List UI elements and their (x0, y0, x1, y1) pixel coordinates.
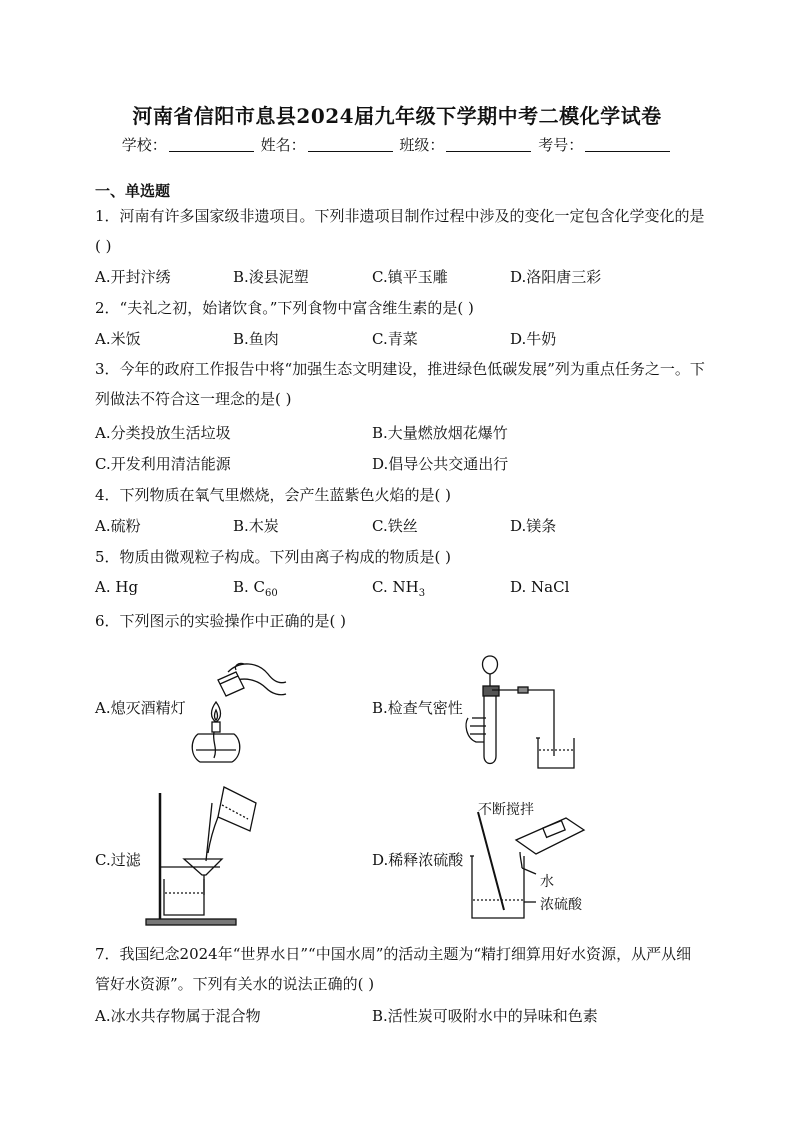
q5-option-b-text: B. C (233, 578, 266, 596)
fig-d-label-acid: 浓硫酸 (540, 897, 582, 913)
q6-option-d[interactable]: D.稀释浓硫酸 (372, 851, 464, 869)
q4-option-b[interactable]: B.木炭 (233, 517, 279, 535)
class-blank[interactable] (446, 137, 531, 152)
q1-option-b[interactable]: B.浚县泥塑 (233, 268, 309, 286)
name-blank[interactable] (308, 137, 393, 152)
q2-option-c[interactable]: C.青菜 (372, 330, 418, 348)
question-3-options-row2 (95, 453, 705, 475)
q3-option-c[interactable]: C.开发利用清洁能源 (95, 455, 231, 473)
question-4-stem: 4．下列物质在氧气里燃烧，会产生蓝紫色火焰的是( ) (95, 486, 452, 504)
q2-option-d[interactable]: D.牛奶 (510, 330, 557, 348)
class-label: 班级： (399, 136, 445, 154)
q4-option-a[interactable]: A.硫粉 (95, 517, 141, 535)
q4-option-c[interactable]: C.铁丝 (372, 517, 418, 535)
question-2-stem: 2．“夫礼之初，始诸饮食。”下列食物中富含维生素的是( ) (95, 299, 474, 317)
fig-d-label-stir: 不断搅拌 (478, 802, 534, 818)
q6-option-c[interactable]: C.过滤 (95, 851, 141, 869)
q5-option-b-subscript: 60 (265, 588, 278, 599)
question-3-stem: 3．今年的政府工作报告中将“加强生态文明建设，推进绿色低碳发展”列为重点任务之一。下列做法不符合这一理念的是( ) (95, 360, 705, 408)
question-6-stem: 6．下列图示的实验操作中正确的是( ) (95, 612, 347, 630)
q3-option-b[interactable]: B.大量燃放烟花爆竹 (372, 424, 508, 442)
question-7-options (95, 1005, 705, 1027)
q2-option-a[interactable]: A.米饭 (95, 330, 141, 348)
question-5-options (95, 578, 705, 600)
q3-option-a[interactable]: A.分类投放生活垃圾 (95, 424, 231, 442)
number-label: 考号： (538, 136, 584, 154)
figure-b-airtightness (462, 652, 582, 770)
figure-a-alcohol-lamp (188, 652, 288, 764)
q1-option-d[interactable]: D.洛阳唐三彩 (510, 268, 602, 286)
q6-option-b[interactable]: B.检查气密性 (372, 699, 463, 717)
question-2-options (95, 328, 705, 350)
number-blank[interactable] (585, 137, 670, 152)
question-3-options-row1 (95, 422, 705, 444)
q6-option-a[interactable]: A.熄灭酒精灯 (95, 699, 186, 717)
question-5-stem: 5．物质由微观粒子构成。下列由离子构成的物质是( ) (95, 548, 452, 566)
q7-option-b[interactable]: B.活性炭可吸附水中的异味和色素 (372, 1007, 598, 1025)
q5-option-c[interactable] (372, 578, 425, 599)
question-7-stem: 7．我国纪念2024年“世界水日”“中国水周”的活动主题为“精打细算用好水资源，从严从细管好水资源”。下列有关水的说法正确的( ) (95, 945, 692, 993)
question-4-options (95, 515, 705, 537)
q4-option-d[interactable]: D.镁条 (510, 517, 557, 535)
fig-d-label-water: 水 (540, 874, 554, 890)
question-1-options (95, 266, 705, 288)
section-heading: 一、单选题 (95, 182, 171, 200)
q5-option-a[interactable]: A. Hg (95, 578, 139, 596)
name-label: 姓名： (260, 136, 306, 154)
q5-option-c-text: C. NH (372, 578, 419, 596)
figure-c-filtration (140, 783, 268, 928)
student-info-line (0, 134, 794, 155)
school-label: 学校： (121, 136, 167, 154)
q5-option-b[interactable] (233, 578, 278, 599)
q5-option-d[interactable]: D. NaCl (510, 578, 570, 596)
school-blank[interactable] (169, 137, 254, 152)
q7-option-a[interactable]: A.冰水共存物属于混合物 (95, 1007, 261, 1025)
q5-option-c-subscript: 3 (418, 588, 426, 599)
q2-option-b[interactable]: B.鱼肉 (233, 330, 279, 348)
q1-option-c[interactable]: C.镇平玉雕 (372, 268, 448, 286)
question-1-stem: 1．河南有许多国家级非遗项目。下列非遗项目制作过程中涉及的变化一定包含化学变化的是( ) (95, 207, 705, 255)
q3-option-d[interactable]: D.倡导公共交通出行 (372, 455, 509, 473)
page-title: 河南省信阳市息县2024届九年级下学期中考二模化学试卷 (132, 104, 662, 128)
q1-option-a[interactable]: A.开封汴绣 (95, 268, 171, 286)
